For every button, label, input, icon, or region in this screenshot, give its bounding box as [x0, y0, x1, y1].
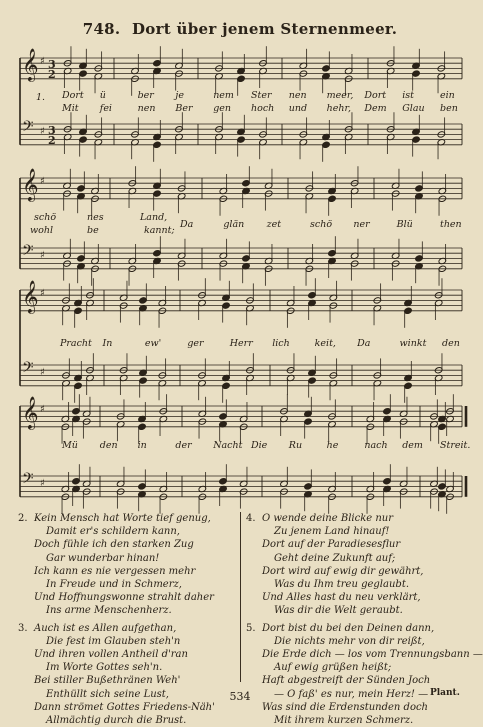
- verse-line: Und ihren vollen Antheil d'ran: [34, 649, 188, 661]
- verse-5: [262, 622, 483, 727]
- lyric-syllable: Dem: [364, 103, 387, 114]
- lyric-syllable: hehr,: [326, 103, 351, 114]
- lyric-syllable: wohl: [30, 225, 54, 236]
- verse-line: — O faß' es nur, mein Herz! —: [274, 688, 429, 700]
- lyric-syllable: kannt;: [144, 225, 175, 236]
- lyric-syllable: den: [99, 440, 118, 451]
- lyric-syllable: je: [175, 90, 184, 101]
- verse-4: [262, 512, 476, 618]
- lyric-syllable: glän: [223, 219, 245, 230]
- lyric-syllable: In: [102, 338, 113, 349]
- lyric-syllable: Dort: [364, 90, 387, 101]
- sharp-icon: ♯: [40, 56, 45, 67]
- lyric-syllable: then: [440, 219, 462, 230]
- sharp-icon: ♯: [40, 367, 45, 378]
- lyric-syllable: nen: [288, 90, 307, 101]
- lyric-syllable: schö: [34, 212, 57, 223]
- verse-line: Haft abgestreift der Sünden Joch: [262, 675, 431, 687]
- lyric-syllable: Nacht: [213, 440, 243, 451]
- lyric-syllable: lich: [272, 338, 290, 349]
- bass-clef-icon: 𝄢: [22, 242, 34, 263]
- lyric-syllable: Pracht: [60, 338, 92, 349]
- verse-line: Auch ist es Allen aufgethan,: [34, 622, 177, 634]
- verse-line: Ins arme Menschenherz.: [46, 605, 172, 617]
- lyric-syllable: winkt: [399, 338, 427, 349]
- lyric-syllable: Mit: [62, 103, 79, 114]
- verse-line: Die nichts mehr von dir reißt,: [274, 635, 425, 647]
- lyric-syllable: Ru: [288, 440, 303, 451]
- lyric-syllable: Mü: [62, 440, 78, 451]
- verse-line: Dort bist du bei den Deinen dann,: [262, 622, 435, 634]
- bass-clef-icon: 𝄢: [22, 118, 34, 139]
- lyric-syllable: zet: [266, 219, 282, 230]
- page-number: 534: [229, 690, 251, 703]
- verse-5-wrap: [246, 622, 483, 727]
- lyric-syllable: hoch: [251, 103, 275, 114]
- time-signature: 2: [48, 68, 56, 81]
- verse-line: Allmächtig durch die Brust.: [46, 715, 187, 727]
- verse-line: Was dir die Welt geraubt.: [274, 605, 403, 617]
- lyric-syllable: Ber: [175, 103, 193, 114]
- lyric-syllable: fei: [99, 103, 112, 114]
- verse-2: [34, 512, 233, 618]
- lyric-syllable: nes: [87, 212, 104, 223]
- lyric-syllable: ner: [353, 219, 370, 230]
- verse-line: Ich kann es nie vergessen mehr: [34, 565, 196, 577]
- verse-line: Bei stiller Bußethränen Weh': [34, 675, 181, 687]
- lyric-syllable: ew': [144, 338, 162, 349]
- verse-line: Im Worte Gottes seh'n.: [46, 662, 163, 674]
- lyric-syllable: Herr: [229, 338, 253, 349]
- column-divider: [240, 512, 241, 682]
- lyric-syllable: ger: [187, 338, 204, 349]
- verse-line: Und Alles hast du neu verklärt,: [262, 592, 421, 604]
- verse-line: Gar wunderbar hinan!: [46, 552, 160, 564]
- lyric-syllable: gen: [213, 103, 232, 114]
- hymn-number: 748.: [82, 20, 121, 38]
- sharp-icon: ♯: [40, 288, 45, 299]
- verse-line: Kein Mensch hat Worte tief genug,: [34, 513, 211, 524]
- verse-number: 2.: [18, 513, 28, 524]
- sharp-icon: ♯: [40, 126, 45, 137]
- verse-3-wrap: [18, 622, 233, 727]
- lyric-syllable: nach: [364, 440, 388, 451]
- time-signature: 3: [48, 124, 56, 137]
- lyric-syllable: ben: [440, 103, 458, 114]
- lyric-syllable: be: [87, 225, 99, 236]
- treble-clef-icon: 𝄞: [22, 280, 39, 313]
- verse-number: 5.: [246, 622, 256, 634]
- bass-clef-icon: 𝄢: [22, 359, 34, 380]
- verse-line: Die Erde dich — los vom Trennungsbann —: [262, 649, 483, 661]
- lyric-syllable: Blü: [396, 219, 413, 230]
- treble-clef-icon: 𝄞: [22, 396, 39, 429]
- verse-line: Geht deine Zukunft auf;: [274, 552, 396, 564]
- verse-line: Enthüllt sich seine Lust,: [46, 688, 169, 700]
- lyric-syllable: Land,: [140, 212, 168, 223]
- lyric-syllable: Die: [251, 440, 268, 451]
- time-signature: 3: [48, 58, 56, 71]
- lyric-syllable: ist: [402, 90, 414, 101]
- lyric-syllable: den: [442, 338, 460, 349]
- lyric-syllable: und: [288, 103, 308, 114]
- verse-line: Dort auf der Paradiesesflur: [262, 539, 401, 551]
- lyric-syllable: Da: [180, 219, 194, 230]
- lyric-syllable: meer,: [326, 90, 354, 101]
- verse-line: Die fest im Glauben steh'n: [46, 635, 181, 647]
- lyric-syllable: nen: [137, 103, 156, 114]
- verse-line: Und Hoffnungswonne strahlt daher: [34, 592, 214, 604]
- sharp-icon: ♯: [40, 176, 45, 187]
- verse-number: 4.: [246, 513, 256, 524]
- verse-number: 3.: [18, 622, 28, 634]
- sharp-icon: ♯: [40, 250, 45, 261]
- hymn-title-text: Dort über jenem Sternenmeer.: [131, 20, 398, 38]
- lyric-syllable: der: [175, 440, 192, 451]
- verse-3: [34, 622, 233, 727]
- verse-line: Zu jenem Land hinauf!: [274, 526, 390, 538]
- lyric-syllable: Dort: [62, 90, 84, 101]
- verse-line: Was du Ihm treu geglaubt.: [274, 579, 410, 591]
- bass-clef-icon: 𝄢: [22, 470, 34, 491]
- lyric-syllable: ü: [99, 90, 106, 101]
- verse-number-1: 1.: [36, 92, 46, 103]
- footer-attribution: Plant.: [430, 688, 460, 698]
- lyric-syllable: in: [137, 440, 147, 451]
- lyric-syllable: dem: [402, 440, 423, 451]
- lyric-syllable: Ster: [251, 90, 272, 101]
- lyric-syllable: keit,: [314, 338, 336, 349]
- verse-line: Auf ewig grüßen heißt;: [274, 662, 392, 674]
- verse-line: O wende deine Blicke nur: [262, 513, 394, 524]
- lyric-syllable: ein: [440, 90, 455, 101]
- lyric-syllable: nem: [213, 90, 234, 101]
- treble-clef-icon: 𝄞: [22, 168, 39, 201]
- lyric-syllable: he: [326, 440, 339, 451]
- lyric-syllable: schö: [310, 219, 333, 230]
- lyric-syllable: Da: [357, 338, 371, 349]
- verse-line: Doch fühle ich den starken Zug: [34, 539, 194, 551]
- lyric-syllable: Streit.: [440, 440, 471, 451]
- verse-line: Damit er's schildern kann,: [46, 526, 180, 538]
- verse-line: In Freude und in Schmerz,: [46, 579, 182, 591]
- verse-line: Mit ihrem kurzen Schmerz.: [274, 715, 414, 727]
- sharp-icon: ♯: [40, 404, 45, 415]
- lyric-syllable: ber: [137, 90, 154, 101]
- sharp-icon: ♯: [40, 478, 45, 489]
- verse-line: Dort wird auf ewig dir gewährt,: [262, 565, 424, 577]
- treble-clef-icon: 𝄞: [22, 48, 39, 81]
- lyric-syllable: Glau: [402, 103, 425, 114]
- time-signature: 2: [48, 134, 56, 147]
- verse-line: Dann strömet Gottes Friedens-Näh': [34, 701, 215, 713]
- verse-line: Was sind die Erdenstunden doch: [262, 701, 429, 713]
